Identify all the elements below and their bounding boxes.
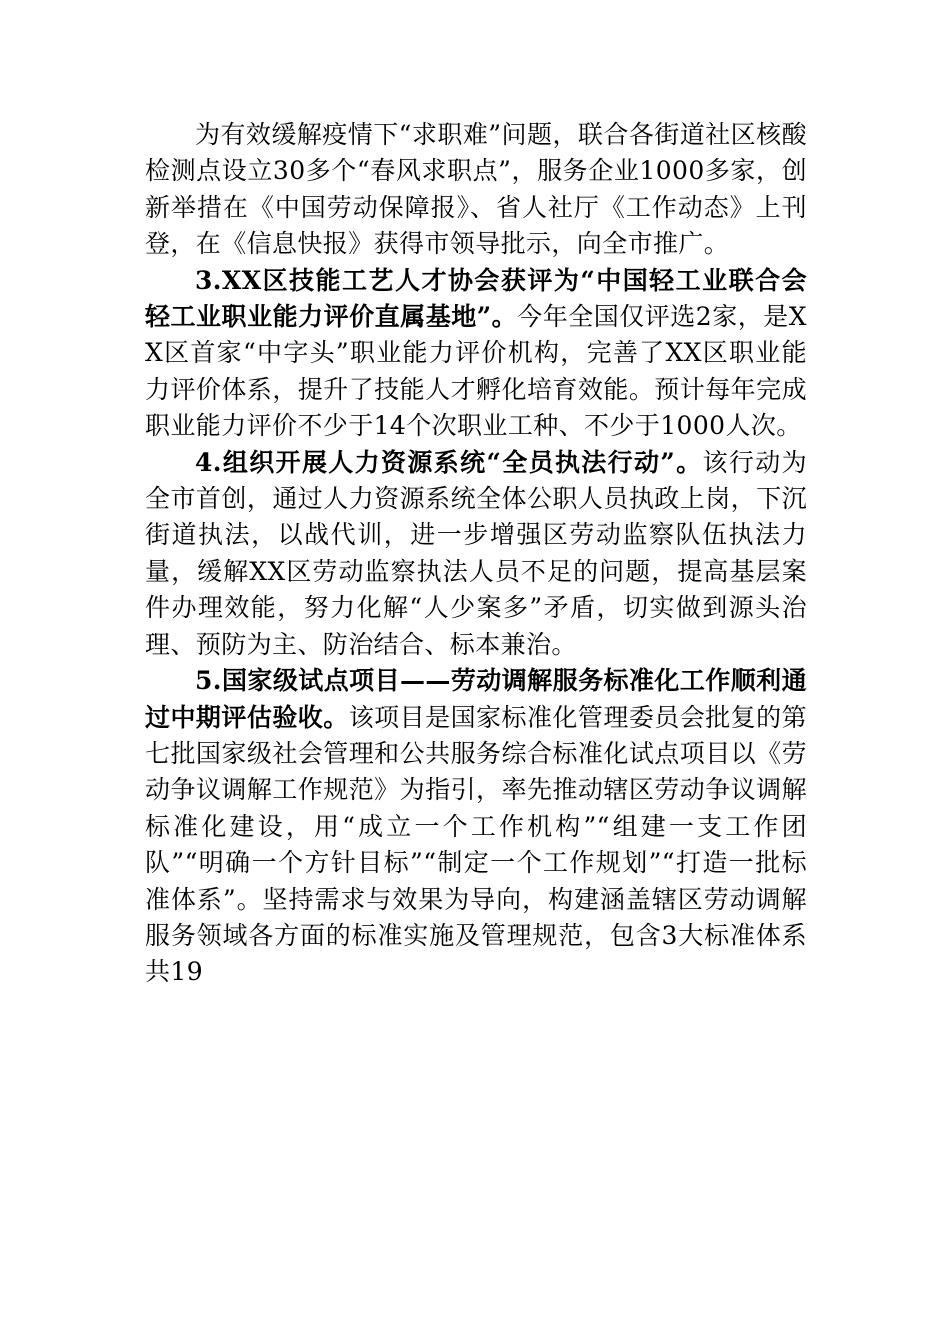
- paragraph-body: 为有效缓解疫情下“求职难”问题，联合各街道社区核酸检测点设立30多个“春风求职点”，服务企业1000多家，创新举措在《中国劳动保障报》、省人社厅《工作动态》上刊登，在《信息快报》获得市领导批示，向全市推广。: [145, 120, 807, 259]
- paragraph-heading: 3.XX区技能工艺人才协会获评为“中国轻工业联合会轻工业职业能力评价直属基地”。: [145, 265, 807, 332]
- paragraph-heading: 4.组织开展人力资源系统“全员执法行动”。: [195, 447, 703, 477]
- paragraph-heading: 5.国家级试点项目——劳动调解服务标准化工作顺利通过中期评估验收。: [145, 666, 807, 732]
- paragraph-enforcement-action: [145, 445, 807, 663]
- document-page: [145, 117, 807, 991]
- paragraph-standardization-pilot: [145, 663, 807, 991]
- paragraph-body: 该行动为全市首创，通过人力资源系统全体公职人员执政上岗，下沉街道执法，以战代训，进一步增强区劳动监察队伍执法力量，缓解XX区劳动监察执法人员不足的问题，提高基层案件办理效能，努力化解“人少案多”矛盾，切实做到源头治理、预防为主、防治结合、标本兼治。: [145, 447, 807, 659]
- paragraph-chunyun-job-points: [145, 117, 807, 263]
- paragraph-body: 今年全国仅评选2家，是XX区首家“中字头”职业能力评价机构，完善了XX区职业能力评价体系，提升了技能人才孵化培育效能。预计每年完成职业能力评价不少于14个次职业工种、不少于1000人次。: [145, 302, 807, 441]
- paragraph-body: 该项目是国家标准化管理委员会批复的第七批国家级社会管理和公共服务综合标准化试点项目以《劳动争议调解工作规范》为指引，率先推动辖区劳动争议调解标准化建设，用“成立一个工作机构”“组建一支工作团队”“明确一个方针目标”“制定一个工作规划”“打造一批标准体系”。坚持需求与效果为导向，构建涵盖辖区劳动调解服务领域各方面的标准实施及管理规范，包含3大标准体系共19: [145, 702, 808, 987]
- paragraph-skills-association: [145, 263, 807, 445]
